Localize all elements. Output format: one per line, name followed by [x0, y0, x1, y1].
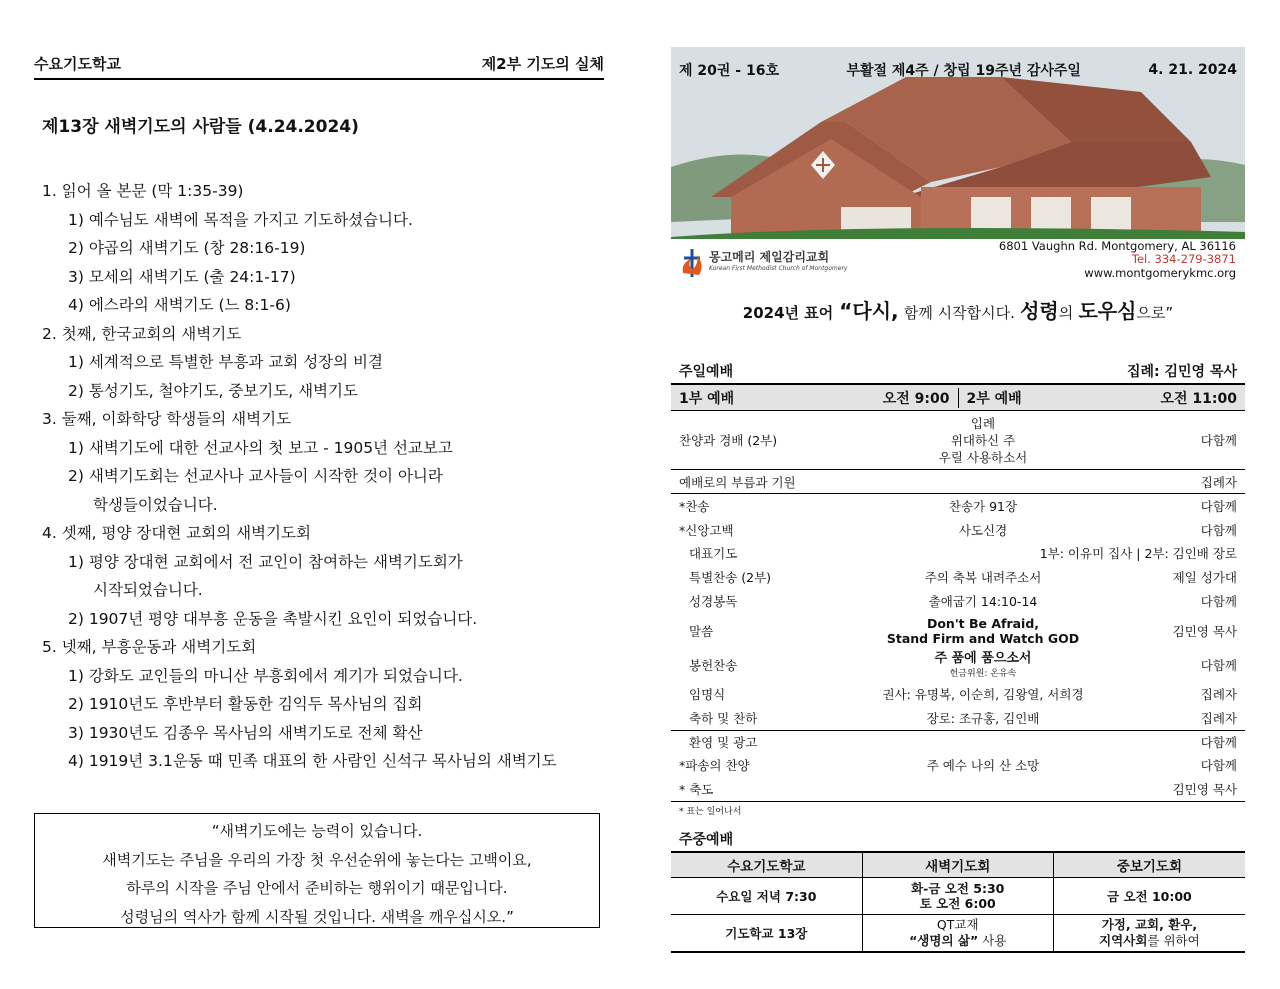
order-row: 환영 및 광고 다함께 [689, 735, 1237, 750]
church-name-korean: 몽고메리 제일감리교회 [709, 250, 830, 264]
outline-item: 4) 에스라의 새벽기도 (느 8:1-6) [68, 296, 291, 314]
second-service-name: 2부 예배 [966, 390, 1022, 407]
lesson-header [34, 44, 604, 80]
church-website[interactable]: www.montgomerykmc.org [1084, 265, 1236, 280]
sermon-title: Don't Be Afraid, [926, 615, 1040, 631]
sunday-service-title: 주일예배 [679, 364, 734, 380]
outline-item: 2) 새벽기도회는 선교사나 교사들이 시작한 것이 아니라 학생들이었습니다. [42, 462, 604, 519]
church-logo [679, 247, 847, 279]
year-motto [671, 295, 1245, 331]
cross-flame-icon [679, 247, 705, 279]
offering-committee: 헌금위원: 온유속 [949, 669, 1017, 679]
quote-line: “새벽기도에는 능력이 있습니다. [211, 822, 423, 840]
order-row: *파송의 찬양 주 예수 나의 산 소망 다함께 [679, 758, 1237, 773]
first-service-name: 1부 예배 [679, 390, 735, 407]
outline-item: 3) 모세의 새벽기도 (출 24:1-17) [68, 267, 296, 286]
banner-footer [671, 239, 1245, 285]
order-row: 임명식 권사: 유명복, 이순희, 김왕열, 서희경 집례자 [689, 687, 1237, 702]
outline-section-title: 3. 둘째, 이화학당 학생들의 새벽기도 [42, 410, 292, 428]
order-row: 말씀 Don't Be Afraid, Stand Firm and Watch GOD 김민영 목사 [689, 615, 1237, 646]
order-row: 봉헌찬송 주 품에 품으소서 헌금위원: 온유속 다함께 [689, 651, 1237, 679]
quote-line: 하루의 시작을 주님 안에서 준비하는 행위이기 때문입니다. [126, 879, 508, 897]
order-row: *신앙고백 사도신경 다함께 [679, 522, 1237, 538]
outline-item: 2) 1910년도 후반부터 활동한 김익두 목사님의 집회 [68, 695, 423, 713]
motto-prefix: 2024년 표어 [742, 304, 834, 322]
weekday-services-table [671, 851, 1245, 953]
outline-section-title: 1. 읽어 올 본문 (막 1:35-39) [42, 182, 244, 200]
lesson-outline [42, 177, 604, 776]
outline-item-continuation: 시작되었습니다. [93, 581, 203, 599]
sunday-service-heading [671, 361, 1245, 383]
outline-item: 2) 1907년 평양 대부흥 운동을 촉발시킨 요인이 되었습니다. [68, 609, 478, 628]
table-cell: 수요일 저녁 7:30 [671, 878, 862, 915]
bulletin-banner [671, 47, 1245, 285]
second-service-time: 오전 11:00 [1160, 390, 1237, 407]
first-service-time: 오전 9:00 [882, 390, 950, 407]
outline-section-title: 4. 셋째, 평양 장대현 교회의 새벽기도회 [42, 524, 311, 542]
table-cell: 화-금 오전 5:30 토 오전 6:00 [862, 878, 1053, 915]
table-cell: QT교재 “생명의 삶” 사용 [862, 915, 1053, 953]
praise-song: 입례 [970, 415, 996, 431]
church-address: 6801 Vaughn Rd. Montgomery, AL 36116 [998, 238, 1236, 253]
quote-line: 새벽기도는 주님을 우리의 가장 첫 우선순위에 놓는다는 고백이요, [102, 850, 532, 869]
bulletin-page [671, 47, 1245, 953]
outline-item: 2) 야곱의 새벽기도 (창 28:16-19) [68, 239, 306, 257]
outline-item: 1) 새벽기도에 대한 선교사의 첫 보고 - 1905년 선교보고 [68, 438, 453, 457]
church-phone: Tel. 334-279-3871 [1131, 252, 1236, 266]
table-cell: 기도학교 13장 [671, 915, 862, 953]
service-leader: 집례: 김민영 목사 [1126, 364, 1237, 380]
outline-item: 4) 1919년 3.1운동 때 민족 대표의 한 사람인 신석구 목사님의 새벽기도 [68, 752, 557, 770]
lesson-page [34, 44, 604, 776]
church-name-english: Korean First Methodist Church of Montgomery [709, 265, 848, 272]
order-of-worship [671, 411, 1245, 802]
motto-word: 도우심 [1078, 299, 1137, 323]
praise-song: 위대하신 주 [950, 432, 1016, 448]
outline-section-title: 2. 첫째, 한국교회의 새벽기도 [42, 324, 242, 343]
quote-box [34, 813, 600, 928]
chapter-title: 제13장 새벽기도의 사람들 (4.24.2024) [42, 117, 359, 137]
motto-word: “다시, [839, 299, 899, 323]
outline-item: 2) 통성기도, 철야기도, 중보기도, 새벽기도 [68, 381, 358, 400]
col-header: 중보기도회 [1053, 852, 1245, 878]
order-row: 대표기도 1부: 이유미 집사 | 2부: 김인배 장로 [689, 546, 1237, 561]
part-title: 제2부 기도의 실체 [481, 55, 604, 73]
table-cell: 가정, 교회, 환우, 지역사회를 위하여 [1053, 915, 1245, 953]
motto-word: 의 [1058, 304, 1074, 322]
outline-item: 1) 평양 장대현 교회에서 전 교인이 참여하는 새벽기도회가 시작되었습니다. [42, 548, 604, 605]
liturgical-week: 부활절 제4주 / 창립 19주년 감사주일 [846, 63, 1081, 79]
outline-item: 1) 세계적으로 특별한 부흥과 교회 성장의 비결 [68, 353, 383, 371]
order-row: 찬양과 경배 (2부) 입례 위대하신 주 우릴 사용하소서 다함께 [679, 415, 1237, 465]
banner-title-bar [671, 47, 1245, 93]
outline-item: 1) 강화도 교인들의 마니산 부흥회에서 계기가 되었습니다. [68, 666, 463, 685]
order-row: * 축도 김민영 목사 [679, 782, 1237, 797]
order-row: *찬송 찬송가 91장 다함께 [679, 499, 1237, 514]
col-header: 수요기도학교 [671, 852, 862, 878]
table-cell: 금 오전 10:00 [1053, 878, 1245, 915]
church-contact [999, 240, 1236, 281]
course-name: 수요기도학교 [34, 55, 121, 73]
motto-word: 으로” [1136, 304, 1174, 322]
order-row: 특별찬송 (2부) 주의 축복 내려주소서 제일 성가대 [689, 570, 1237, 585]
issue-volume: 제 20권 - 16호 [679, 63, 779, 79]
motto-word: 함께 시작합시다. [903, 304, 1015, 322]
outline-section-title: 5. 넷째, 부흥운동과 새벽기도회 [42, 638, 257, 656]
weekday-service-title: 주중예배 [679, 832, 734, 848]
service-times-bar [671, 383, 1245, 411]
order-row: 축하 및 찬하 장로: 조규홍, 김인배 집례자 [689, 711, 1237, 726]
praise-song: 우릴 사용하소서 [938, 449, 1028, 465]
outline-item: 3) 1930년도 김종우 목사님의 새벽기도로 전체 확산 [68, 723, 423, 742]
standing-footnote: * 표는 일어나서 [679, 807, 742, 817]
offering-hymn: 주 품에 품으소서 [934, 651, 1032, 666]
col-header: 새벽기도회 [862, 852, 1053, 878]
outline-item: 1) 예수님도 새벽에 목적을 가지고 기도하셨습니다. [68, 210, 413, 229]
issue-date: 4. 21. 2024 [1148, 62, 1237, 78]
order-row: 성경봉독 출애굽기 14:10-14 다함께 [689, 594, 1237, 609]
order-row: 예배로의 부름과 기원 집례자 [679, 474, 1237, 490]
quote-line: 성령님의 역사가 함께 시작될 것입니다. 새벽을 깨우십시오.” [120, 907, 514, 926]
motto-word: 성령 [1020, 299, 1059, 323]
outline-item-continuation: 학생들이었습니다. [93, 495, 218, 514]
sermon-title: Stand Firm and Watch GOD [886, 630, 1080, 646]
